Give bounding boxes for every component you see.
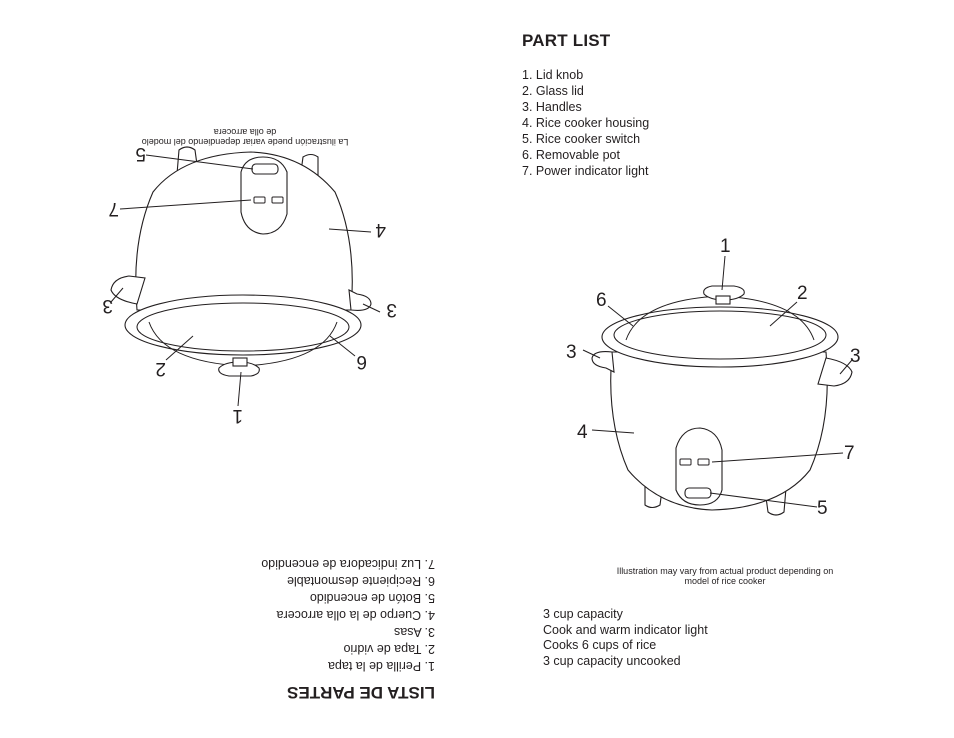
list-item: 1. Lid knob [522,68,584,82]
list-item: Cook and warm indicator light [543,622,708,637]
callout-housing-es: 4 [375,219,386,240]
leader-line [722,256,725,290]
callout-switch-es: 5 [135,143,146,164]
illustration-note: Illustration may vary from actual product depending on model of rice cooker [616,566,834,586]
callout-handle-left-es: 3 [386,299,397,320]
part-list-es [210,555,435,674]
callout-indicator-light: 7 [844,443,855,464]
callout-removable-pot-es: 6 [356,351,367,372]
callout-lid-knob: 1 [720,236,731,257]
list-item: 4. Cuerpo de la olla arrocera [276,608,435,622]
rice-cooker-diagram-flipped [102,143,397,426]
rice-cooker-illustration [592,286,852,515]
list-item: 5. Rice cooker switch [522,132,641,146]
list-item: 6. Recipiente desmontable [286,574,435,588]
callout-glass-lid: 2 [797,283,808,304]
list-item: 4. Rice cooker housing [522,116,650,130]
part-list-title-es: LISTA DE PARTES [287,683,435,702]
callout-removable-pot: 6 [596,290,607,311]
list-item: 5. Botón de encendido [309,591,435,605]
callout-switch: 5 [817,498,828,519]
callout-handle-right-es: 3 [102,295,113,316]
list-item: 3. Asas [394,625,435,639]
list-item: 7. Power indicator light [522,164,649,178]
list-item: 2. Glass lid [522,84,584,98]
list-item: 1. Perilla de la tapa [327,659,435,673]
list-item: 6. Removable pot [522,148,620,162]
callout-handle-left: 3 [566,342,577,363]
list-item: 3 cup capacity [543,607,623,621]
list-item: 2. Tapa de vidrio [343,642,435,656]
callout-glass-lid-es: 2 [155,358,166,379]
callout-indicator-light-es: 7 [108,198,119,219]
list-item: Cooks 6 cups of rice [543,638,657,653]
callout-housing: 4 [577,422,588,443]
list-item: 3. Handles [522,100,582,114]
illustration-note-es: La ilustración puede variar dependiendo del modelo de olla arrocera [141,127,349,147]
list-item: 3 cup capacity uncooked [543,653,681,668]
callout-lid-knob-es: 1 [232,405,243,426]
list-item: 7. Luz indicadora de encendido [261,557,435,571]
part-list-title: PART LIST [522,31,611,50]
callout-handle-right: 3 [850,346,861,367]
